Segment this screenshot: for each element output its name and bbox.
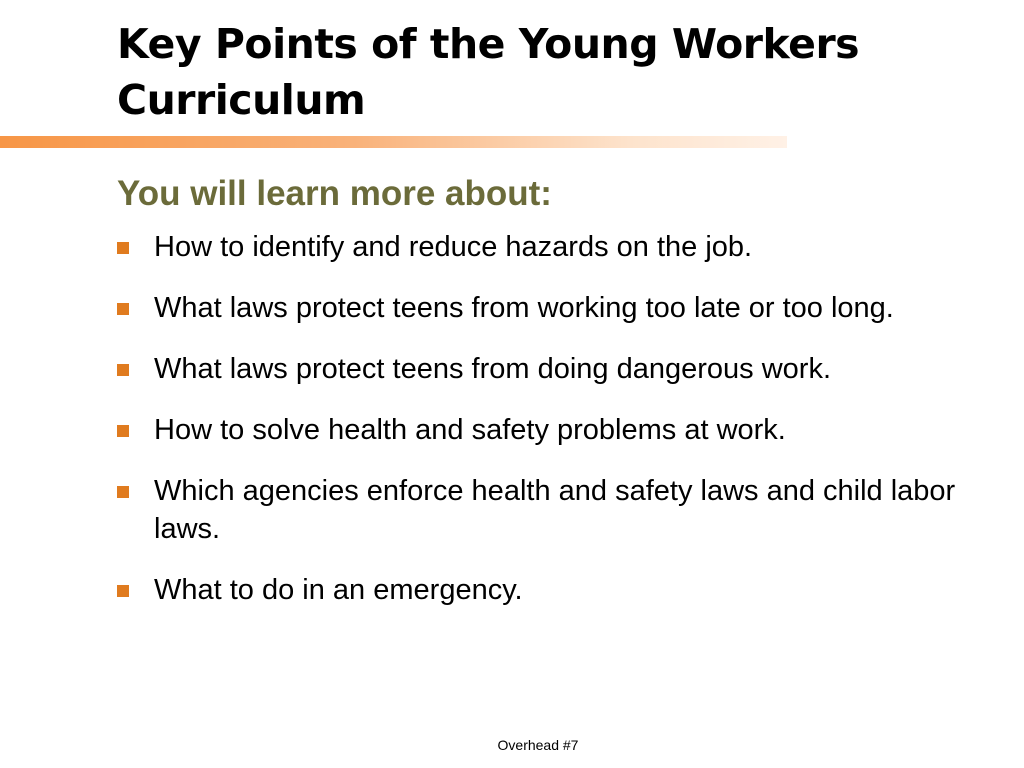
square-bullet-icon	[117, 486, 129, 498]
square-bullet-icon	[117, 585, 129, 597]
slide-footer: Overhead #7	[497, 737, 579, 753]
title-underline-rule	[0, 136, 787, 148]
bullet-item	[117, 411, 977, 449]
square-bullet-icon	[117, 425, 129, 437]
bullet-item	[117, 350, 977, 388]
bullet-item	[117, 289, 977, 327]
square-bullet-icon	[117, 242, 129, 254]
bullet-item	[117, 571, 977, 609]
square-bullet-icon	[117, 364, 129, 376]
bullet-item	[117, 472, 977, 548]
bullet-text: How to solve health and safety problems at work.	[154, 414, 786, 446]
bullet-text: Which agencies enforce health and safety laws and child labor laws.	[154, 475, 956, 545]
bullet-text: What laws protect teens from doing dangerous work.	[154, 353, 831, 385]
bullet-text: What laws protect teens from working too late or too long.	[154, 292, 894, 324]
bullet-list	[117, 228, 977, 632]
slide-title: Key Points of the Young Workers Curriculum	[117, 20, 860, 124]
bullet-text: What to do in an emergency.	[154, 574, 523, 606]
slide-subheading: You will learn more about:	[117, 174, 552, 213]
square-bullet-icon	[117, 303, 129, 315]
bullet-text: How to identify and reduce hazards on the job.	[154, 231, 753, 263]
bullet-item	[117, 228, 977, 266]
